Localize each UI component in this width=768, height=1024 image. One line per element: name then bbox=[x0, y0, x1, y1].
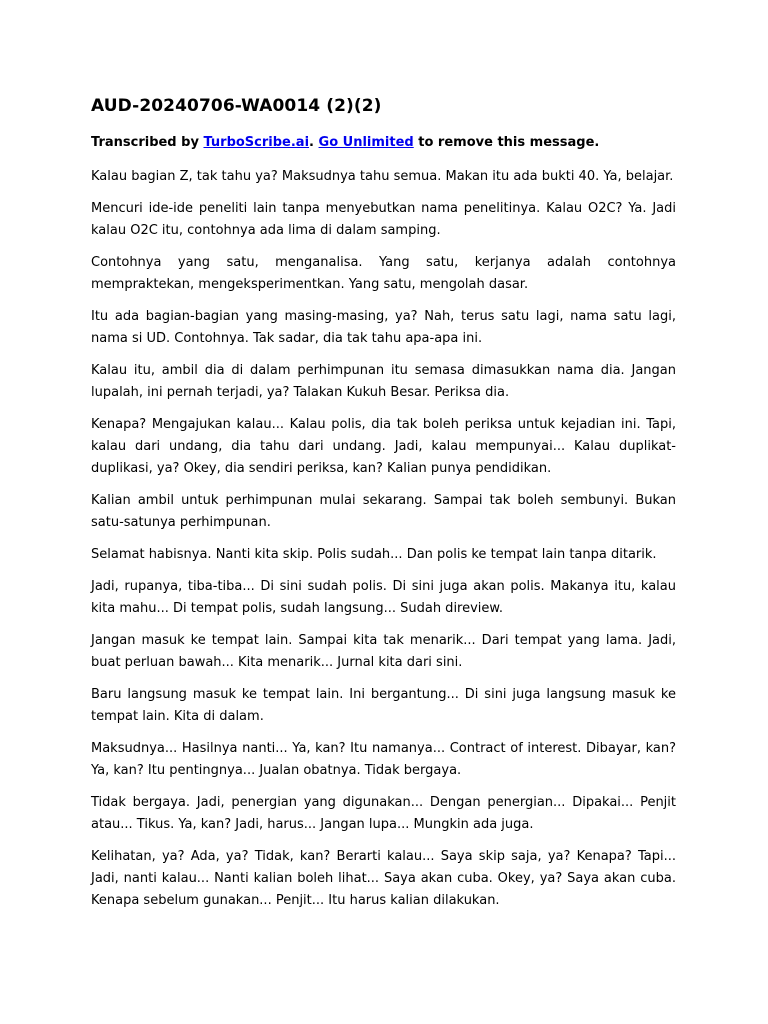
transcription-notice-suffix: to remove this message. bbox=[418, 135, 600, 150]
transcription-notice-period: . bbox=[309, 135, 314, 150]
go-unlimited-link[interactable]: Go Unlimited bbox=[318, 135, 414, 150]
transcript-paragraph: Baru langsung masuk ke tempat lain. Ini bergantung... Di sini juga langsung masuk ke tempat lain. Kita di dalam. bbox=[91, 687, 676, 724]
transcript-paragraph: Kalau itu, ambil dia di dalam perhimpunan itu semasa dimasukkan nama dia. Jangan lupalah, ini pernah terjadi, ya? Talakan Kukuh Besar. Periksa dia. bbox=[91, 363, 676, 400]
transcription-notice-prefix: Transcribed by bbox=[91, 135, 199, 150]
transcript-paragraph: Kalian ambil untuk perhimpunan mulai sekarang. Sampai tak boleh sembunyi. Bukan satu-satunya perhimpunan. bbox=[91, 493, 676, 530]
transcript-paragraph: Tidak bergaya. Jadi, penergian yang digunakan... Dengan penergian... Dipakai... Penjit atau... Tikus. Ya, kan? Jadi, harus... Jangan lupa... Mungkin ada juga. bbox=[91, 795, 676, 832]
turboscribe-link[interactable]: TurboScribe.ai bbox=[203, 135, 310, 150]
document-title: AUD-20240706-WA0014 (2)(2) bbox=[91, 96, 382, 116]
transcript-paragraph: Contohnya yang satu, menganalisa. Yang satu, kerjanya adalah contohnya mempraktekan, mengeksperimentkan. Yang satu, mengolah dasar. bbox=[91, 255, 676, 292]
transcript-paragraph: Mencuri ide-ide peneliti lain tanpa menyebutkan nama penelitinya. Kalau O2C? Ya. Jadi kalau O2C itu, contohnya ada lima di dalam samping. bbox=[91, 201, 676, 238]
transcript-paragraph: Kenapa? Mengajukan kalau... Kalau polis, dia tak boleh periksa untuk kejadian ini. Tapi, kalau dari undang, dia tahu dari undang. Jadi, kalau mempunyai... Kalau duplikat-duplikasi, ya? Okey, dia sendiri periksa, kan? Kalian punya pendidikan. bbox=[91, 417, 676, 476]
transcript-paragraph: Jangan masuk ke tempat lain. Sampai kita tak menarik... Dari tempat yang lama. Jadi, buat perluan bawah... Kita menarik... Jurnal kita dari sini. bbox=[91, 633, 676, 670]
transcript-body bbox=[91, 166, 676, 912]
transcript-paragraph: Selamat habisnya. Nanti kita skip. Polis sudah... Dan polis ke tempat lain tanpa ditarik. bbox=[91, 547, 657, 562]
transcript-paragraph: Maksudnya... Hasilnya nanti... Ya, kan? Itu namanya... Contract of interest. Dibayar, kan? Ya, kan? Itu pentingnya... Jualan obatnya. Tidak bergaya. bbox=[91, 741, 676, 778]
transcription-notice bbox=[91, 134, 676, 152]
transcript-paragraph: Jadi, rupanya, tiba-tiba... Di sini sudah polis. Di sini juga akan polis. Makanya itu, kalau kita mahu... Di tempat polis, sudah langsung... Sudah direview. bbox=[91, 579, 676, 616]
transcript-paragraph: Kelihatan, ya? Ada, ya? Tidak, kan? Berarti kalau... Saya skip saja, ya? Kenapa? Tapi... Jadi, nanti kalau... Nanti kalian boleh lihat... Saya akan cuba. Okey, ya? Saya akan cuba. Kenapa sebelum gunakan... Penjit... Itu harus kalian dilakukan. bbox=[91, 849, 676, 908]
transcript-paragraph: Itu ada bagian-bagian yang masing-masing, ya? Nah, terus satu lagi, nama satu lagi, nama si UD. Contohnya. Tak sadar, dia tak tahu apa-apa ini. bbox=[91, 309, 676, 346]
transcript-paragraph: Kalau bagian Z, tak tahu ya? Maksudnya tahu semua. Makan itu ada bukti 40. Ya, belajar. bbox=[91, 169, 674, 184]
